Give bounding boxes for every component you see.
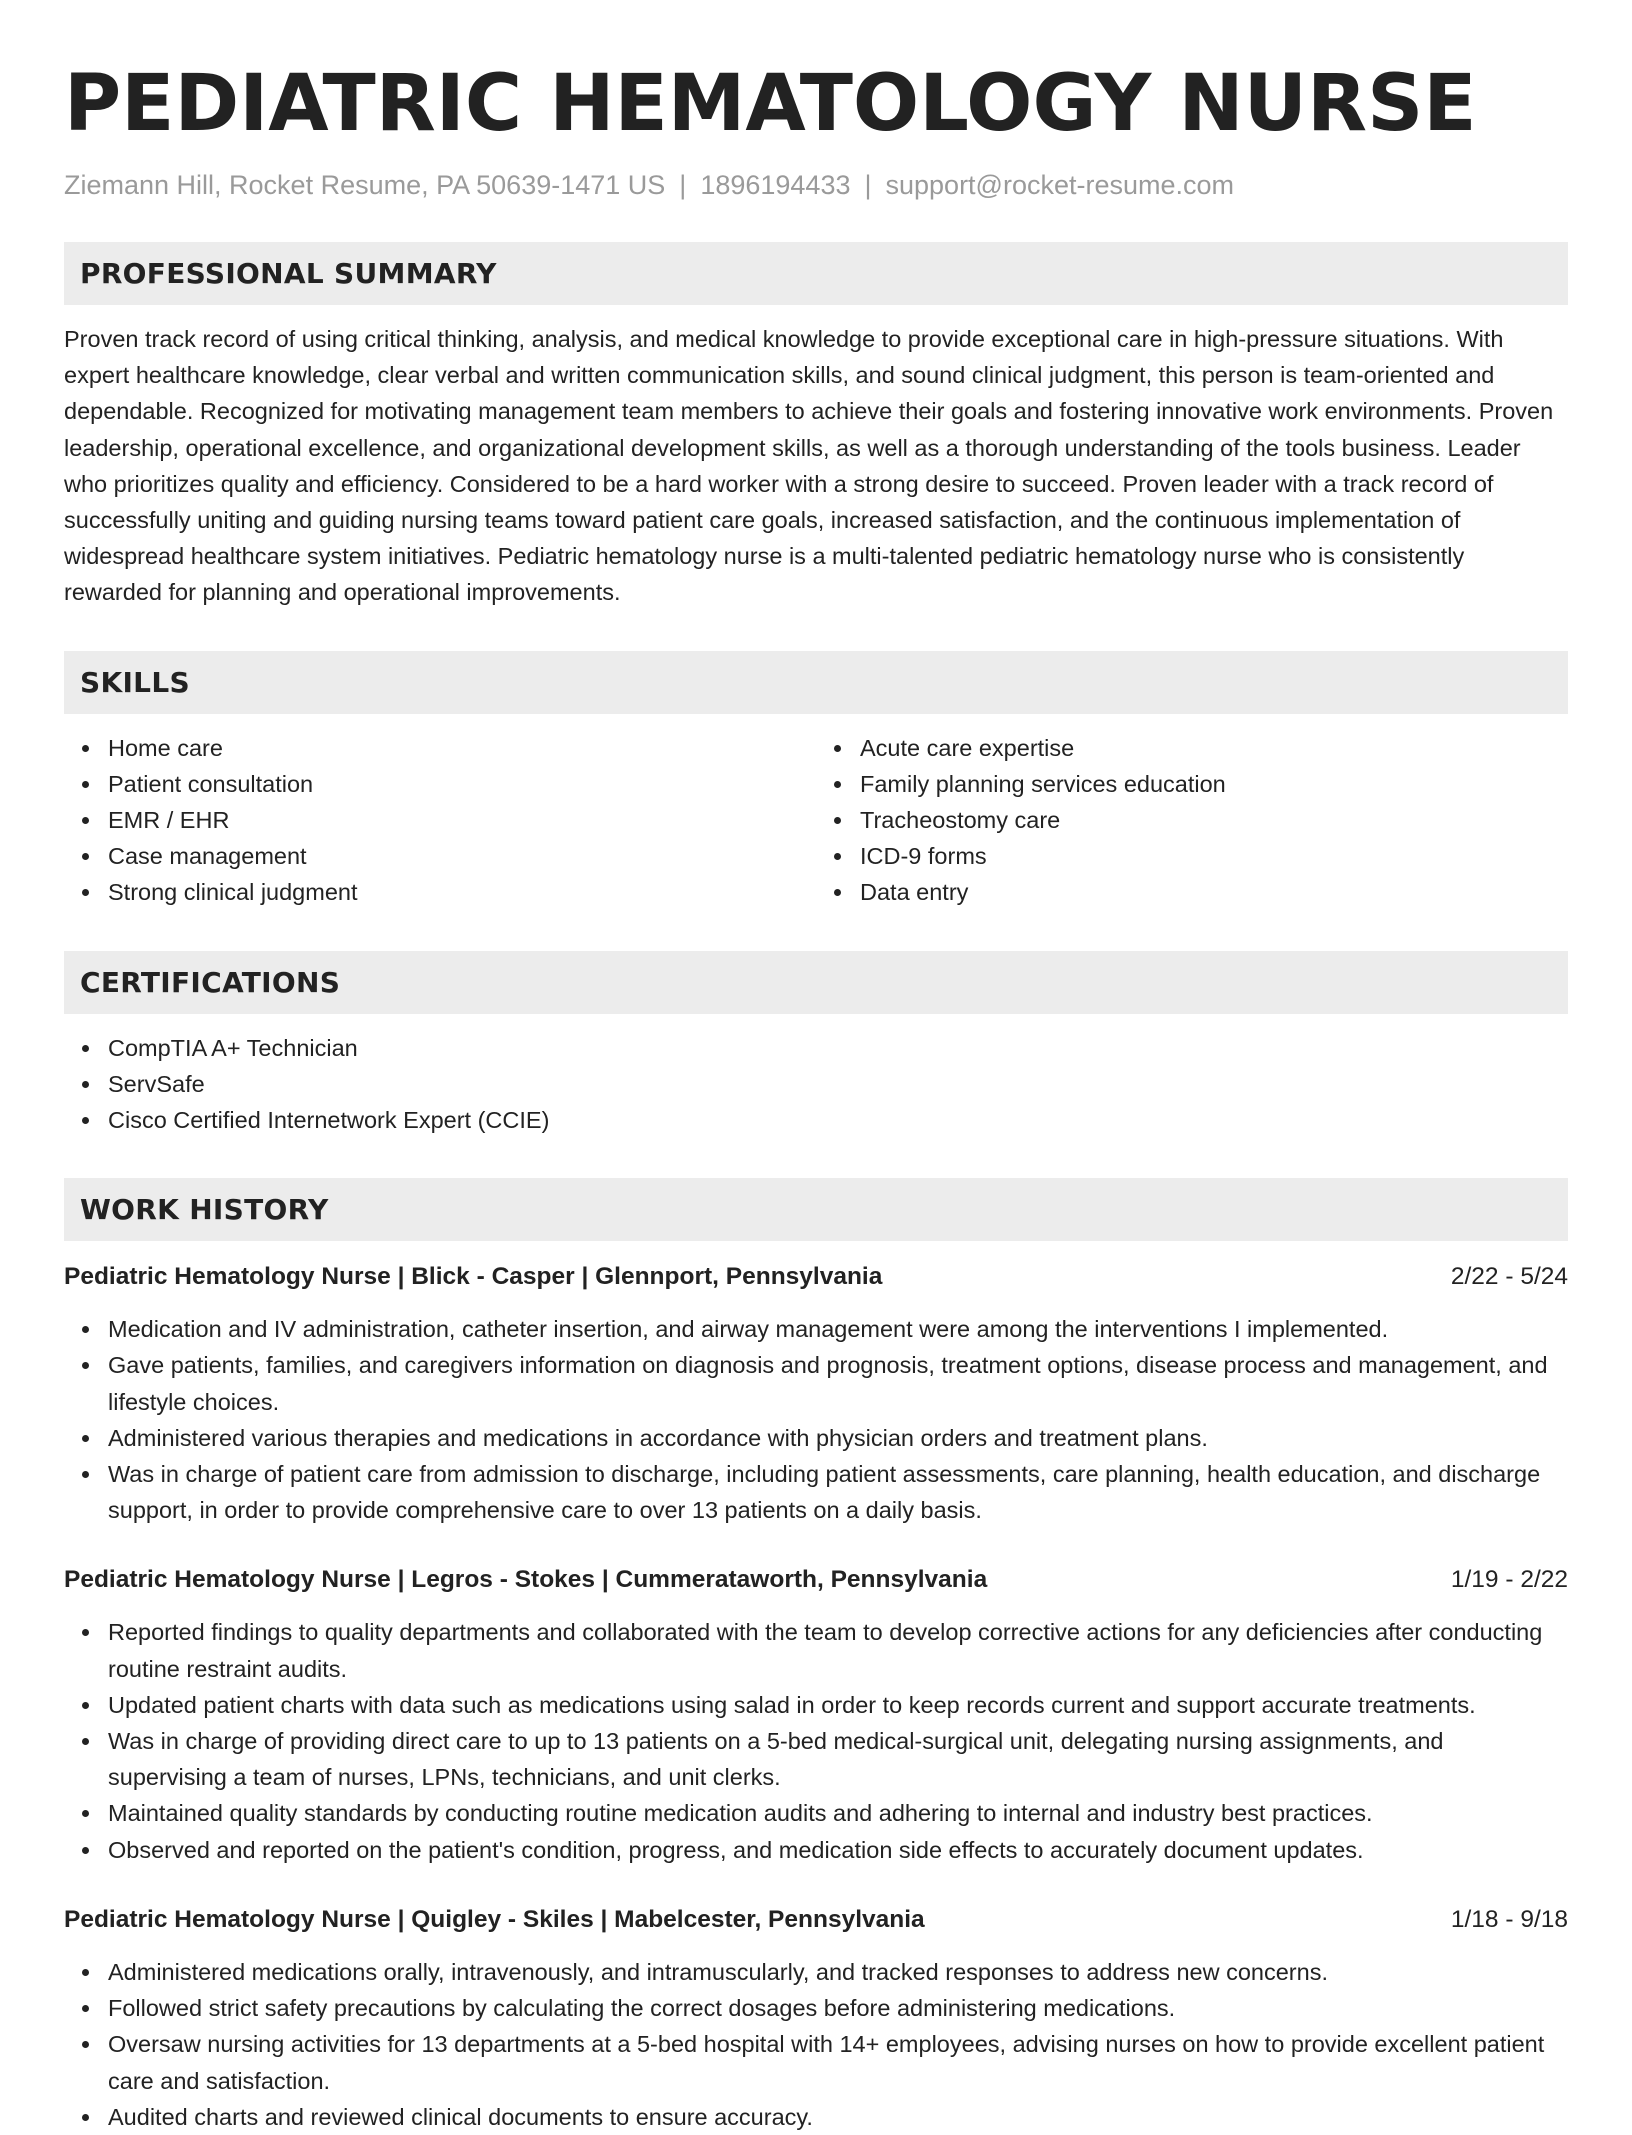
skill-item: Case management: [64, 838, 816, 874]
job-bullet: Observed and reported on the patient's condition, progress, and medication side effects to accurately document updates.: [64, 1832, 1568, 1868]
job-bullet: Administered medications orally, intravenously, and intramuscularly, and tracked responses to address new concerns.: [64, 1954, 1568, 1990]
job-bullet: Was in charge of providing direct care to up to 13 patients on a 5-bed medical-surgical unit, delegating nursing assignments, and supervising a team of nurses, LPNs, technicians, and unit clerks.: [64, 1723, 1568, 1795]
certification-item: ServSafe: [64, 1066, 1568, 1102]
skills-list-left: [64, 730, 816, 911]
job-entry: [64, 1902, 1568, 2135]
job-bullet: Administered various therapies and medications in accordance with physician orders and treatment plans.: [64, 1420, 1568, 1456]
skill-item: ICD-9 forms: [816, 838, 1568, 874]
certifications-list: [64, 1030, 1568, 1139]
job-header: [64, 1902, 1568, 1938]
section-title-certifications: CERTIFICATIONS: [80, 965, 341, 999]
job-bullet: Gave patients, families, and caregivers information on diagnosis and prognosis, treatment options, disease process and management, and lifestyle choices.: [64, 1347, 1568, 1419]
section-title-summary: PROFESSIONAL SUMMARY: [80, 257, 497, 290]
skills-list-right: [816, 730, 1568, 911]
job-bullet: Oversaw nursing activities for 13 departments at a 5-bed hospital with 14+ employees, advising nurses on how to provide excellent patient care and satisfaction.: [64, 2026, 1568, 2098]
skill-item: Family planning services education: [816, 766, 1568, 802]
contact-separator: |: [864, 170, 872, 200]
section-header-summary: [64, 242, 1568, 305]
contact-line: [64, 168, 1568, 202]
job-entry: [64, 1562, 1568, 1867]
skill-item: Strong clinical judgment: [64, 874, 816, 910]
job-bullet: Audited charts and reviewed clinical documents to ensure accuracy.: [64, 2099, 1568, 2135]
job-bullets: [64, 1311, 1568, 1528]
skill-item: Tracheostomy care: [816, 802, 1568, 838]
job-title: Pediatric Hematology Nurse | Quigley - Skiles | Mabelcester, Pennsylvania: [64, 1905, 925, 1933]
section-title-work-history: WORK HISTORY: [80, 1193, 329, 1227]
skill-item: Acute care expertise: [816, 730, 1568, 766]
section-header-work-history: [64, 1178, 1568, 1241]
job-header: [64, 1259, 1568, 1295]
job-entry: [64, 1259, 1568, 1528]
job-bullet: Maintained quality standards by conducting routine medication audits and adhering to internal and industry best practices.: [64, 1795, 1568, 1831]
skill-item: Patient consultation: [64, 766, 816, 802]
job-dates: 2/22 - 5/24: [1450, 1263, 1568, 1291]
candidate-name: PEDIATRIC HEMATOLOGY NURSE: [64, 59, 1477, 149]
skill-item: Home care: [64, 730, 816, 766]
job-bullet: Reported findings to quality departments and collaborated with the team to develop corrective actions for any deficiencies after conducting routine restraint audits.: [64, 1614, 1568, 1686]
summary-text: Proven track record of using critical thinking, analysis, and medical knowledge to provide exceptional care in high-pressure situations. With expert healthcare knowledge, clear verbal and written communication skills, and sound clinical judgment, this person is team-oriented and dependable. Recognized for motivating management team members to achieve their goals and fostering innovative work environments. Proven leadership, operational excellence, and organizational development skills, as well as a thorough understanding of the tools business. Leader who prioritizes quality and efficiency. Considered to be a hard worker with a strong desire to succeed. Proven leader with a track record of successfully uniting and guiding nursing teams toward patient care goals, increased satisfaction, and the continuous implementation of widespread healthcare system initiatives. Pediatric hematology nurse is a multi-talented pediatric hematology nurse who is consistently rewarded for planning and operational improvements.: [64, 326, 1554, 606]
skill-item: EMR / EHR: [64, 802, 816, 838]
skills-columns: [64, 730, 1568, 911]
contact-address: Ziemann Hill, Rocket Resume, PA 50639-1471 US: [64, 170, 666, 200]
section-header-skills: [64, 651, 1568, 714]
section-title-skills: SKILLS: [80, 665, 190, 699]
certification-item: CompTIA A+ Technician: [64, 1030, 1568, 1066]
contact-separator: |: [679, 170, 687, 200]
job-dates: 1/19 - 2/22: [1450, 1566, 1568, 1594]
job-bullets: [64, 1954, 1568, 2135]
skill-item: Data entry: [816, 874, 1568, 910]
job-bullet: Updated patient charts with data such as medications using salad in order to keep records current and support accurate treatments.: [64, 1687, 1568, 1723]
certification-item: Cisco Certified Internetwork Expert (CCIE): [64, 1102, 1568, 1138]
section-header-certifications: [64, 951, 1568, 1014]
job-title: Pediatric Hematology Nurse | Legros - Stokes | Cummerataworth, Pennsylvania: [64, 1566, 988, 1594]
job-bullet: Medication and IV administration, catheter insertion, and airway management were among the interventions I implemented.: [64, 1311, 1568, 1347]
job-bullet: Was in charge of patient care from admission to discharge, including patient assessments, care planning, health education, and discharge support, in order to provide comprehensive care to over 13 patients on a daily basis.: [64, 1456, 1568, 1528]
contact-email: support@rocket-resume.com: [885, 170, 1235, 200]
job-dates: 1/18 - 9/18: [1450, 1905, 1568, 1933]
job-bullets: [64, 1614, 1568, 1867]
job-bullet: Followed strict safety precautions by calculating the correct dosages before administering medications.: [64, 1990, 1568, 2026]
job-title: Pediatric Hematology Nurse | Blick - Casper | Glennport, Pennsylvania: [64, 1263, 883, 1291]
contact-phone: 1896194433: [700, 170, 851, 200]
job-header: [64, 1562, 1568, 1598]
